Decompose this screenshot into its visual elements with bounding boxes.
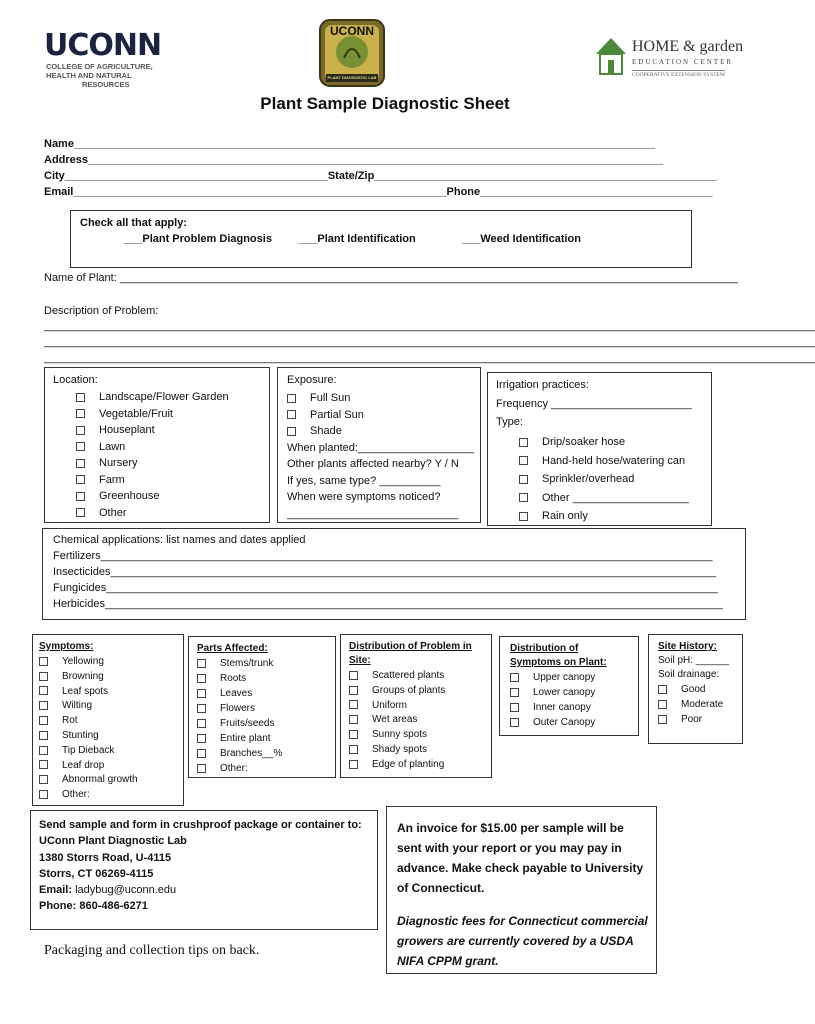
location-item[interactable]: Farm [76, 472, 229, 489]
lab-logo-caption: PLANT DIAGNOSTIC LAB [327, 75, 377, 80]
address-field[interactable]: Address______________________________________________________________________________________________ [44, 154, 664, 166]
type-label: Type: [496, 416, 523, 428]
part-item[interactable]: Entire plant [197, 731, 282, 746]
location-box [44, 367, 270, 523]
distribution-site-box [340, 634, 492, 778]
home-garden-logo [594, 36, 744, 86]
checkbox[interactable] [519, 456, 528, 465]
location-item[interactable]: Lawn [76, 439, 229, 456]
part-item[interactable]: Stems/trunk [197, 656, 282, 671]
parts-affected-box [188, 636, 336, 778]
checkbox[interactable] [287, 394, 296, 403]
location-item[interactable]: Nursery [76, 455, 229, 472]
insecticides-field[interactable]: Insecticides___________________________________________________________________________________________________ [53, 566, 717, 578]
distribution-site-item[interactable]: Edge of planting [349, 758, 445, 773]
parts-heading: Parts Affected: [197, 643, 268, 654]
hg-sub2: COOPERATIVE EXTENSION SYSTEM [632, 72, 725, 78]
checkbox[interactable] [197, 764, 206, 773]
distribution-plant-item[interactable]: Outer Canopy [510, 715, 595, 730]
checkbox[interactable] [197, 734, 206, 743]
location-list [76, 389, 229, 521]
location-item[interactable]: Other [76, 505, 229, 522]
chemical-box [42, 528, 746, 620]
fertilizers-field[interactable]: Fertilizers____________________________________________________________________________________________________ [53, 550, 713, 562]
checkbox[interactable] [510, 703, 519, 712]
distribution-plant-list [510, 670, 595, 730]
drainage-item[interactable]: Moderate [658, 697, 723, 712]
plant-name-field[interactable]: Name of Plant: _____________________________________________________________________________________________________ [44, 272, 738, 284]
when-symptoms-noticed: When were symptoms noticed? [287, 491, 441, 503]
checkbox[interactable] [510, 673, 519, 682]
location-item[interactable]: Vegetable/Fruit [76, 406, 229, 423]
checkbox[interactable] [39, 701, 48, 710]
checkbox[interactable] [197, 704, 206, 713]
lab-phone: Phone: 860-486-6271 [39, 900, 148, 912]
checkbox[interactable] [197, 749, 206, 758]
checkbox[interactable] [39, 731, 48, 740]
name-field[interactable]: Name_______________________________________________________________________________________________ [44, 138, 656, 150]
invoice-line-4: of Connecticut. [397, 881, 485, 895]
email-phone-field[interactable]: Email_____________________________________________________________Phone______________________________________ [44, 186, 713, 198]
distribution-plant-heading-2: Symptoms on Plant: [510, 657, 607, 668]
distribution-site-heading-2: Site: [349, 655, 371, 666]
checkbox[interactable] [39, 716, 48, 725]
distribution-site-item[interactable]: Wet areas [349, 713, 445, 728]
distribution-site-heading-1: Distribution of Problem in [349, 641, 472, 652]
lab-logo-text: UCONN [330, 24, 374, 38]
herbicides-field[interactable]: Herbicides_____________________________________________________________________________________________________ [53, 598, 723, 610]
checkbox[interactable] [197, 719, 206, 728]
irrigation-item[interactable]: Drip/soaker hose [519, 433, 689, 452]
distribution-site-item[interactable]: Sunny spots [349, 728, 445, 743]
checkbox[interactable] [519, 438, 528, 447]
chemical-heading: Chemical applications: list names and dates applied [53, 534, 306, 546]
checkbox[interactable] [349, 715, 358, 724]
symptom-item[interactable]: Other: [39, 788, 138, 803]
symptom-item[interactable]: Leaf spots [39, 685, 138, 700]
invoice-box [386, 806, 657, 974]
irrigation-heading: Irrigation practices: [496, 379, 589, 391]
check-all-box [70, 210, 692, 268]
part-item[interactable]: Other: [197, 761, 282, 776]
symptoms-box [32, 634, 184, 806]
symptom-item[interactable]: Wilting [39, 699, 138, 714]
checkbox[interactable] [76, 409, 85, 418]
exposure-list [287, 390, 474, 522]
fees-note-3: NIFA CPPM grant. [397, 954, 499, 968]
page-title: Plant Sample Diagnostic Sheet [260, 94, 510, 113]
distribution-plant-item[interactable]: Upper canopy [510, 670, 595, 685]
invoice-line-2: sent with your report or you may pay in [397, 841, 622, 855]
symptom-item[interactable]: Leaf drop [39, 759, 138, 774]
checkbox[interactable] [39, 686, 48, 695]
checkbox[interactable] [76, 426, 85, 435]
checkbox[interactable] [349, 730, 358, 739]
checkbox[interactable] [349, 745, 358, 754]
hg-sub1: EDUCATION CENTER [632, 58, 734, 66]
location-item[interactable]: Greenhouse [76, 488, 229, 505]
exposure-heading: Exposure: [287, 374, 337, 386]
checkbox[interactable] [510, 688, 519, 697]
irrigation-box [487, 372, 712, 526]
distribution-plant-box [499, 636, 639, 736]
lab-street: 1380 Storrs Road, U-4115 [39, 852, 172, 864]
option-weed-identification[interactable]: ___Weed Identification [462, 233, 581, 245]
send-sample-box [30, 810, 378, 930]
exposure-item[interactable]: Full Sun [287, 390, 474, 407]
checkbox[interactable] [197, 659, 206, 668]
checkbox[interactable] [76, 475, 85, 484]
parts-list [197, 656, 282, 776]
checkbox[interactable] [39, 746, 48, 755]
invoice-line-3: advance. Make check payable to University [397, 861, 644, 875]
uconn-subtitle: COLLEGE OF AGRICULTURE, HEALTH AND NATURAL RESOURCES [46, 62, 153, 89]
send-heading: Send sample and form in crushproof package or container to: [39, 819, 362, 831]
symptoms-heading: Symptoms: [39, 641, 94, 652]
distribution-site-item[interactable]: Scattered plants [349, 669, 445, 684]
irrigation-item[interactable]: Other ___________________ [519, 489, 689, 508]
site-history-box [648, 634, 743, 744]
irrigation-item[interactable]: Sprinkler/overhead [519, 470, 689, 489]
hg-title: HOME & garden [632, 38, 744, 55]
location-item[interactable]: Houseplant [76, 422, 229, 439]
description-label: Description of Problem: [44, 305, 159, 317]
check-all-heading: Check all that apply: [80, 217, 187, 229]
other-plants-affected[interactable]: Other plants affected nearby? Y / N [287, 458, 459, 470]
checkbox[interactable] [349, 671, 358, 680]
checkbox[interactable] [519, 475, 528, 484]
distribution-site-item[interactable]: Uniform [349, 699, 445, 714]
symptoms-list [39, 655, 138, 803]
checkbox[interactable] [39, 760, 48, 769]
exposure-item[interactable]: Partial Sun [287, 407, 474, 424]
exposure-item[interactable]: Shade [287, 423, 474, 440]
checkbox[interactable] [287, 410, 296, 419]
checkbox[interactable] [39, 775, 48, 784]
checkbox[interactable] [658, 685, 667, 694]
checkbox[interactable] [349, 686, 358, 695]
lab-name: UConn Plant Diagnostic Lab [39, 835, 187, 847]
part-item[interactable]: Fruits/seeds [197, 716, 282, 731]
checkbox[interactable] [519, 512, 528, 521]
fees-note-2: growers are currently covered by a USDA [397, 934, 634, 948]
symptom-item[interactable]: Abnormal growth [39, 773, 138, 788]
symptom-item[interactable]: Stunting [39, 729, 138, 744]
part-item[interactable]: Flowers [197, 701, 282, 716]
uconn-cahnr-logo [44, 30, 194, 94]
checkbox[interactable] [658, 700, 667, 709]
fungicides-field[interactable]: Fungicides____________________________________________________________________________________________________ [53, 582, 718, 594]
distribution-site-item[interactable]: Groups of plants [349, 684, 445, 699]
symptom-item[interactable]: Tip Dieback [39, 744, 138, 759]
distribution-plant-item[interactable]: Lower canopy [510, 685, 595, 700]
packaging-note: Packaging and collection tips on back. [44, 943, 260, 958]
lab-email: Email: ladybug@uconn.edu [39, 884, 177, 896]
irrigation-item[interactable]: Hand-held hose/watering can [519, 452, 689, 471]
checkbox[interactable] [510, 718, 519, 727]
site-history-list [658, 682, 723, 727]
distribution-plant-heading-1: Distribution of [510, 643, 579, 654]
symptom-item[interactable]: Browning [39, 670, 138, 685]
checkbox[interactable] [519, 493, 528, 502]
plant-diagnostic-lab-logo [318, 18, 386, 88]
checkbox[interactable] [39, 790, 48, 799]
description-line-2[interactable]: ______________________________________________________________________________________________________________________________ [44, 336, 815, 348]
irrigation-type-list [519, 433, 689, 526]
checkbox[interactable] [76, 492, 85, 501]
drainage-item[interactable]: Good [658, 682, 723, 697]
distribution-plant-item[interactable]: Inner canopy [510, 700, 595, 715]
site-history-heading: Site History: [658, 641, 717, 652]
checkbox[interactable] [76, 508, 85, 517]
checkbox[interactable] [349, 700, 358, 709]
checkbox[interactable] [349, 760, 358, 769]
description-line-1[interactable]: ______________________________________________________________________________________________________________________________ [44, 320, 815, 332]
irrigation-item[interactable]: Rain only [519, 507, 689, 526]
when-symptoms-field[interactable]: ____________________________ [287, 507, 459, 520]
checkbox[interactable] [76, 442, 85, 451]
lab-city: Storrs, CT 06269-4115 [39, 868, 154, 880]
checkbox[interactable] [76, 393, 85, 402]
lab-email-link[interactable]: ladybug@uconn.edu [72, 884, 177, 896]
location-heading: Location: [53, 374, 98, 386]
symptom-item[interactable]: Yellowing [39, 655, 138, 670]
city-state-zip-field[interactable]: City___________________________________________State/Zip________________________________________________________ [44, 170, 717, 182]
fees-note-1: Diagnostic fees for Connecticut commercial [397, 914, 648, 928]
when-planted-field[interactable]: When planted:___________________ [287, 441, 475, 454]
checkbox[interactable] [76, 459, 85, 468]
option-plant-identification[interactable]: ___Plant Identification [299, 233, 416, 245]
description-line-3[interactable]: ______________________________________________________________________________________________________________________________ [44, 352, 815, 364]
checkbox[interactable] [197, 689, 206, 698]
frequency-field[interactable]: Frequency _______________________ [496, 398, 692, 410]
drainage-item[interactable]: Poor [658, 712, 723, 727]
soil-drainage-label: Soil drainage: [658, 669, 720, 680]
uconn-wordmark: UCONN [44, 28, 162, 63]
part-item[interactable]: Roots [197, 671, 282, 686]
if-yes-same-type[interactable]: If yes, same type? __________ [287, 474, 441, 487]
checkbox[interactable] [287, 427, 296, 436]
house-plant-icon [594, 36, 628, 78]
checkbox[interactable] [658, 715, 667, 724]
invoice-line-1: An invoice for $15.00 per sample will be [397, 821, 624, 835]
distribution-site-list [349, 669, 445, 773]
part-item[interactable]: Branches__% [197, 746, 282, 761]
checkbox[interactable] [39, 672, 48, 681]
checkbox[interactable] [39, 657, 48, 666]
location-item[interactable]: Landscape/Flower Garden [76, 389, 229, 406]
part-item[interactable]: Leaves [197, 686, 282, 701]
distribution-site-item[interactable]: Shady spots [349, 743, 445, 758]
exposure-box [277, 367, 481, 523]
option-plant-problem-diagnosis[interactable]: ___Plant Problem Diagnosis [124, 233, 272, 245]
symptom-item[interactable]: Rot [39, 714, 138, 729]
soil-ph-field[interactable]: Soil pH: ______ [658, 655, 730, 666]
checkbox[interactable] [197, 674, 206, 683]
